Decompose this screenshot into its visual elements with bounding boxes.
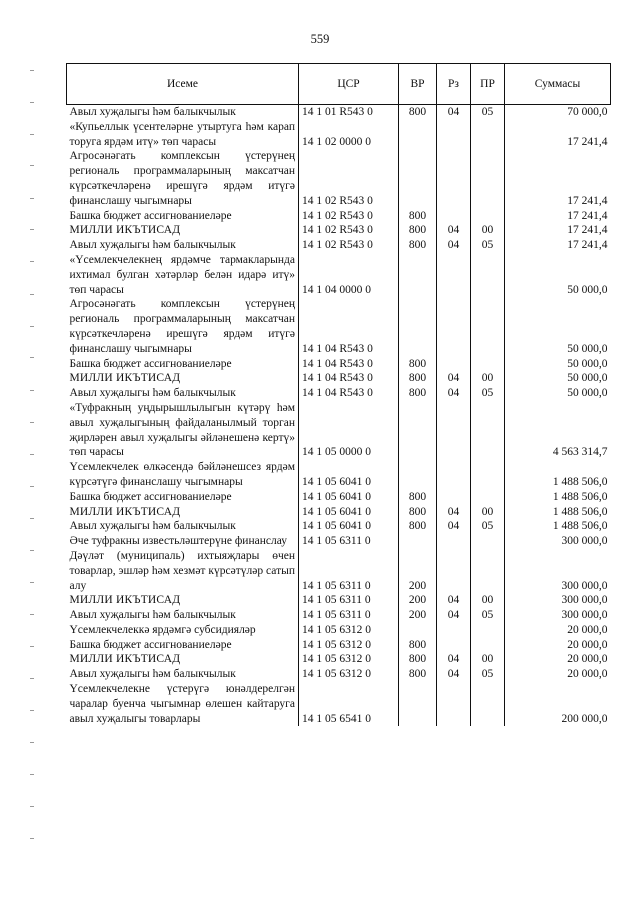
cell-name: «Купьеллык үсентеләрне утыртуга һәм карап торуга ярдәм итү» төп чарасы	[69, 120, 295, 148]
table-row	[67, 401, 611, 460]
cell-code: 14 1 05 6312 0	[299, 652, 399, 667]
header-pr: ПР	[471, 64, 505, 105]
cell-name: Башка бюджет ассигнованиеләре	[69, 209, 232, 222]
cell-code: 14 1 01 R543 0	[299, 105, 399, 120]
cell-pr	[471, 149, 505, 208]
cell-code: 14 1 05 6311 0	[299, 534, 399, 549]
cell-name: Әче туфракны известьләштерүне финанслау	[69, 535, 287, 548]
cell-vr	[399, 623, 437, 638]
header-rz: Рз	[437, 64, 471, 105]
cell-name: МИЛЛИ ИКЪТИСАД	[69, 372, 181, 385]
table-row	[67, 682, 611, 726]
cell-amount: 50 000,0	[505, 357, 611, 372]
cell-vr	[399, 149, 437, 208]
cell-rz	[437, 534, 471, 549]
cell-pr: 00	[471, 223, 505, 238]
cell-vr: 800	[399, 505, 437, 520]
cell-name: Авыл хуҗалыгы һәм балыкчылык	[69, 609, 236, 622]
budget-table	[66, 63, 611, 726]
cell-code: 14 1 05 6041 0	[299, 519, 399, 534]
table-row	[67, 534, 611, 549]
cell-rz: 04	[437, 238, 471, 253]
cell-rz: 04	[437, 386, 471, 401]
cell-name: Башка бюджет ассигнованиеләре	[69, 638, 232, 651]
header-vr: ВР	[399, 64, 437, 105]
cell-vr	[399, 682, 437, 726]
cell-name: Дәүләт (муниципаль) ихтыяҗлары өчен товарлар, эшләр һәм хезмәт күрсәтүләр сатып алу	[69, 549, 295, 592]
table-row	[67, 490, 611, 505]
cell-vr	[399, 297, 437, 356]
table-row	[67, 460, 611, 490]
cell-pr: 05	[471, 667, 505, 682]
cell-vr: 800	[399, 386, 437, 401]
cell-vr: 800	[399, 519, 437, 534]
cell-rz: 04	[437, 667, 471, 682]
cell-pr	[471, 357, 505, 372]
cell-code: 14 1 05 6541 0	[299, 682, 399, 726]
cell-pr: 05	[471, 608, 505, 623]
cell-amount: 20 000,0	[505, 667, 611, 682]
table-row	[67, 120, 611, 150]
cell-amount: 300 000,0	[505, 534, 611, 549]
cell-amount: 17 241,4	[505, 223, 611, 238]
table-row	[67, 667, 611, 682]
cell-name: Үсемлекчелек өлкәсендә бәйләнешсез ярдәм күрсәтүгә финанслашу чыгымнары	[69, 461, 295, 488]
cell-amount: 200 000,0	[505, 682, 611, 726]
cell-code: 14 1 05 6311 0	[299, 608, 399, 623]
page-number: 559	[310, 32, 330, 46]
cell-rz	[437, 297, 471, 356]
cell-pr: 05	[471, 519, 505, 534]
cell-rz	[437, 682, 471, 726]
cell-pr	[471, 253, 505, 297]
cell-vr: 800	[399, 652, 437, 667]
cell-vr	[399, 120, 437, 150]
cell-name: Авыл хуҗалыгы һәм балыкчылык	[69, 239, 236, 252]
cell-name: Авыл хуҗалыгы һәм балыкчылык	[69, 106, 236, 118]
cell-code: 14 1 04 R543 0	[299, 371, 399, 386]
table-row	[67, 549, 611, 593]
cell-pr	[471, 638, 505, 653]
cell-rz: 04	[437, 652, 471, 667]
cell-amount: 1 488 506,0	[505, 490, 611, 505]
cell-code: 14 1 02 R543 0	[299, 238, 399, 253]
cell-code: 14 1 05 6311 0	[299, 593, 399, 608]
cell-amount: 300 000,0	[505, 549, 611, 593]
cell-name: Башка бюджет ассигнованиеләре	[69, 490, 232, 503]
cell-name: Үсемлекчелекне үстерүгә юнәлдерелгән чаралар буенча чыгымнар өлешен кайтаруга авыл хуҗалыгы товарлары	[69, 683, 295, 725]
cell-rz	[437, 623, 471, 638]
cell-name: Авыл хуҗалыгы һәм балыкчылык	[69, 520, 236, 533]
cell-code: 14 1 05 6041 0	[299, 460, 399, 490]
table-header-row	[67, 64, 611, 105]
cell-name: Үсемлекчелеккә ярдәмгә субсидияләр	[69, 623, 256, 636]
cell-pr	[471, 623, 505, 638]
cell-name: Агросәнәгать комплексын үстерүнең региональ программаларының максатчан күрсәткечләренә ирешүгә ярдәм итүгә финанслашу чыгымнары	[69, 298, 295, 355]
table-row	[67, 357, 611, 372]
cell-name: Авыл хуҗалыгы һәм балыкчылык	[69, 387, 236, 400]
cell-rz	[437, 120, 471, 150]
cell-pr: 00	[471, 371, 505, 386]
cell-vr: 800	[399, 105, 437, 120]
cell-code: 14 1 05 6041 0	[299, 505, 399, 520]
cell-rz: 04	[437, 608, 471, 623]
cell-pr: 00	[471, 505, 505, 520]
cell-pr	[471, 401, 505, 460]
table-row	[67, 638, 611, 653]
cell-pr: 00	[471, 593, 505, 608]
cell-vr	[399, 253, 437, 297]
cell-pr	[471, 490, 505, 505]
table-row	[67, 593, 611, 608]
cell-amount: 4 563 314,7	[505, 401, 611, 460]
table-row	[67, 623, 611, 638]
cell-pr	[471, 209, 505, 224]
cell-code: 14 1 02 R543 0	[299, 209, 399, 224]
cell-code: 14 1 05 6312 0	[299, 623, 399, 638]
cell-pr	[471, 534, 505, 549]
cell-pr	[471, 297, 505, 356]
cell-name: Авыл хуҗалыгы һәм балыкчылык	[69, 668, 236, 681]
cell-vr: 800	[399, 357, 437, 372]
table-row	[67, 371, 611, 386]
cell-amount: 50 000,0	[505, 386, 611, 401]
table-row	[67, 223, 611, 238]
table-row	[67, 253, 611, 297]
cell-rz	[437, 357, 471, 372]
cell-code: 14 1 05 6311 0	[299, 549, 399, 593]
cell-rz: 04	[437, 593, 471, 608]
cell-pr	[471, 549, 505, 593]
cell-rz	[437, 460, 471, 490]
cell-amount: 70 000,0	[505, 105, 611, 120]
cell-vr: 200	[399, 608, 437, 623]
cell-vr: 800	[399, 371, 437, 386]
cell-pr: 05	[471, 386, 505, 401]
cell-vr: 800	[399, 638, 437, 653]
cell-name: «Үсемлекчелекнең ярдәмче тармакларында ихтимал булган хәтәрләр белән идарә итү» төп чарасы	[69, 253, 295, 296]
cell-rz	[437, 549, 471, 593]
cell-vr: 200	[399, 593, 437, 608]
cell-vr: 800	[399, 667, 437, 682]
cell-amount: 1 488 506,0	[505, 519, 611, 534]
cell-amount: 17 241,4	[505, 238, 611, 253]
cell-rz	[437, 253, 471, 297]
table-row	[67, 297, 611, 356]
cell-pr: 00	[471, 652, 505, 667]
cell-vr: 800	[399, 238, 437, 253]
cell-code: 14 1 02 R543 0	[299, 223, 399, 238]
cell-pr: 05	[471, 238, 505, 253]
cell-name: Агросәнәгать комплексын үстерүнең региональ программаларының максатчан күрсәткечләренә ирешүгә ярдәм итүгә финанслашу чыгымнары	[69, 150, 295, 207]
cell-vr: 800	[399, 209, 437, 224]
table-row	[67, 652, 611, 667]
header-amount: Суммасы	[505, 64, 611, 105]
cell-rz	[437, 149, 471, 208]
table-row	[67, 386, 611, 401]
table-row	[67, 209, 611, 224]
table-row	[67, 608, 611, 623]
cell-rz: 04	[437, 223, 471, 238]
cell-rz: 04	[437, 371, 471, 386]
cell-vr: 800	[399, 490, 437, 505]
cell-rz	[437, 490, 471, 505]
cell-code: 14 1 04 R543 0	[299, 386, 399, 401]
cell-code: 14 1 04 R543 0	[299, 297, 399, 356]
cell-amount: 50 000,0	[505, 253, 611, 297]
cell-rz: 04	[437, 105, 471, 120]
cell-amount: 20 000,0	[505, 623, 611, 638]
cell-rz: 04	[437, 505, 471, 520]
cell-vr	[399, 534, 437, 549]
table-row	[67, 105, 611, 120]
cell-rz	[437, 401, 471, 460]
cell-code: 14 1 02 R543 0	[299, 149, 399, 208]
table-row	[67, 519, 611, 534]
cell-code: 14 1 04 R543 0	[299, 357, 399, 372]
cell-rz	[437, 638, 471, 653]
header-name: Исеме	[67, 64, 299, 105]
cell-amount: 50 000,0	[505, 371, 611, 386]
cell-code: 14 1 05 0000 0	[299, 401, 399, 460]
cell-amount: 17 241,4	[505, 149, 611, 208]
cell-name: МИЛЛИ ИКЪТИСАД	[69, 594, 181, 607]
cell-vr	[399, 460, 437, 490]
cell-pr	[471, 682, 505, 726]
cell-rz	[437, 209, 471, 224]
cell-rz: 04	[437, 519, 471, 534]
cell-amount: 300 000,0	[505, 608, 611, 623]
cell-code: 14 1 05 6312 0	[299, 667, 399, 682]
cell-pr: 05	[471, 105, 505, 120]
cell-code: 14 1 05 6041 0	[299, 490, 399, 505]
cell-code: 14 1 05 6312 0	[299, 638, 399, 653]
cell-name: «Туфракның уңдырышлылыгын күтәрү һәм авыл хуҗалыгының файдаланылмый торган җирләрен авыл хуҗалыгы әйләнешенә кертү» төп чарасы	[69, 401, 295, 459]
cell-amount: 1 488 506,0	[505, 460, 611, 490]
table-row	[67, 505, 611, 520]
table-row	[67, 238, 611, 253]
cell-code: 14 1 04 0000 0	[299, 253, 399, 297]
cell-amount: 17 241,4	[505, 209, 611, 224]
cell-name: МИЛЛИ ИКЪТИСАД	[69, 653, 181, 666]
cell-amount: 50 000,0	[505, 297, 611, 356]
cell-name: МИЛЛИ ИКЪТИСАД	[69, 224, 181, 237]
cell-pr	[471, 120, 505, 150]
cell-amount: 20 000,0	[505, 638, 611, 653]
cell-vr: 200	[399, 549, 437, 593]
cell-name: МИЛЛИ ИКЪТИСАД	[69, 505, 181, 518]
cell-pr	[471, 460, 505, 490]
cell-vr	[399, 401, 437, 460]
table-row	[67, 149, 611, 208]
cell-amount: 17 241,4	[505, 120, 611, 150]
cell-code: 14 1 02 0000 0	[299, 120, 399, 150]
cell-name: Башка бюджет ассигнованиеләре	[69, 357, 232, 370]
cell-amount: 1 488 506,0	[505, 505, 611, 520]
header-code: ЦСР	[299, 64, 399, 105]
cell-amount: 300 000,0	[505, 593, 611, 608]
cell-amount: 20 000,0	[505, 652, 611, 667]
cell-vr: 800	[399, 223, 437, 238]
